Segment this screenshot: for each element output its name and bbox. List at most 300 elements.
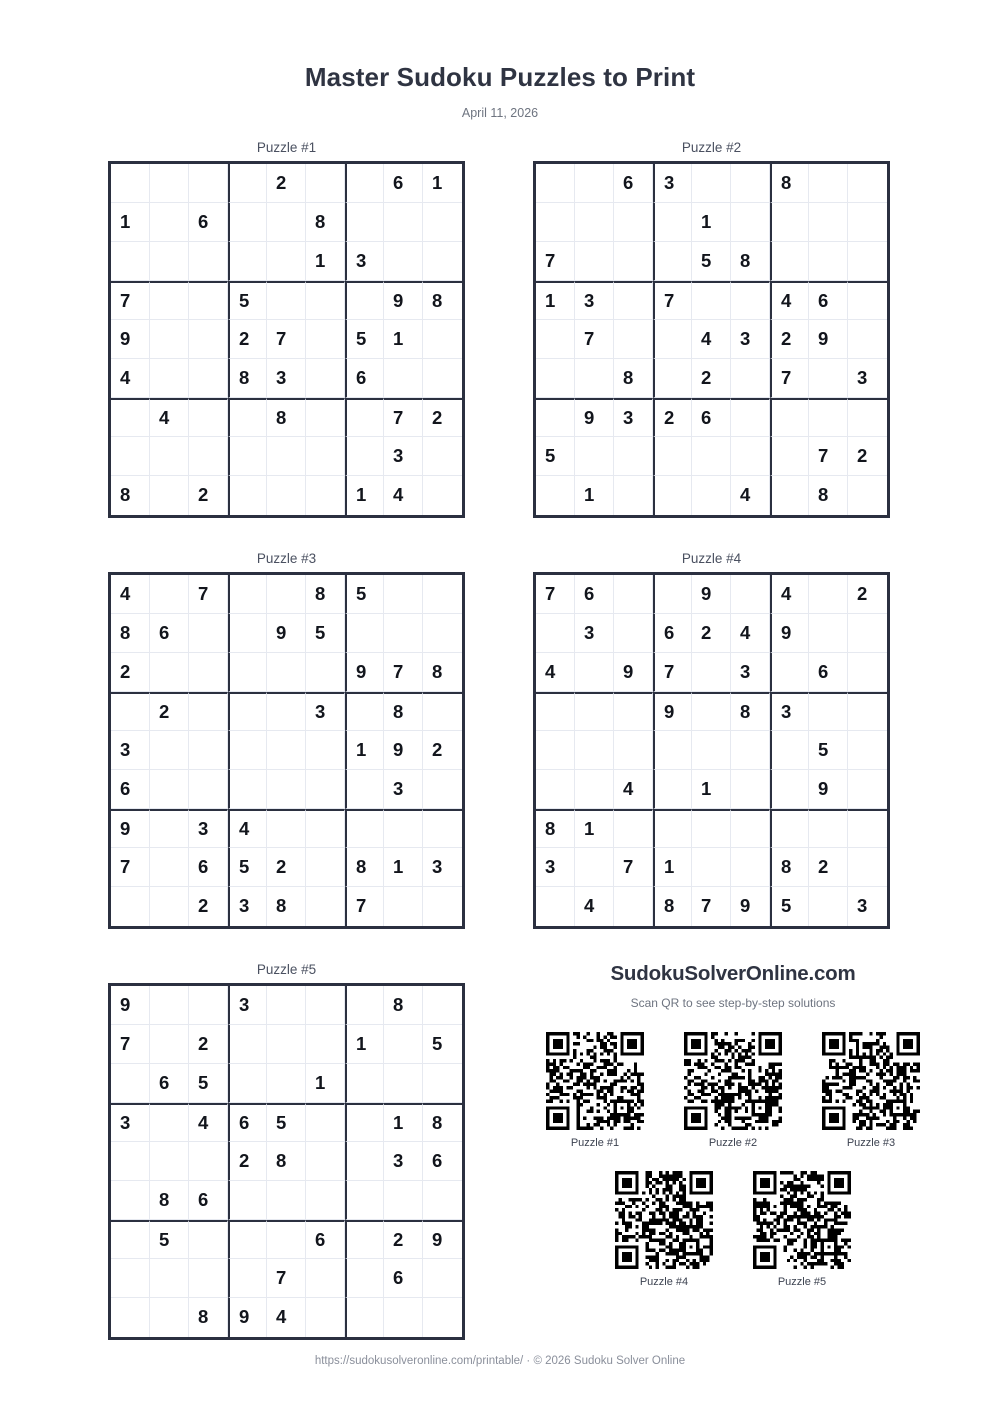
sudoku-cell-given[interactable]: 9 <box>267 614 306 653</box>
sudoku-cell-empty[interactable] <box>614 320 653 359</box>
sudoku-cell-empty[interactable] <box>189 320 228 359</box>
sudoku-cell-empty[interactable] <box>306 1025 345 1064</box>
sudoku-cell-empty[interactable] <box>384 809 423 848</box>
sudoku-cell-given[interactable]: 2 <box>423 398 462 437</box>
sudoku-cell-empty[interactable] <box>423 320 462 359</box>
sudoku-cell-empty[interactable] <box>306 1298 345 1337</box>
sudoku-cell-given[interactable]: 5 <box>267 1103 306 1142</box>
sudoku-cell-given[interactable]: 9 <box>809 320 848 359</box>
sudoku-cell-empty[interactable] <box>384 1025 423 1064</box>
qr-item[interactable] <box>753 1171 851 1288</box>
sudoku-cell-empty[interactable] <box>189 359 228 398</box>
sudoku-cell-empty[interactable] <box>267 242 306 281</box>
sudoku-cell-given[interactable]: 3 <box>189 809 228 848</box>
sudoku-cell-given[interactable]: 2 <box>228 320 267 359</box>
sudoku-cell-empty[interactable] <box>575 731 614 770</box>
sudoku-cell-empty[interactable] <box>653 770 692 809</box>
sudoku-cell-empty[interactable] <box>150 1142 189 1181</box>
sudoku-cell-empty[interactable] <box>692 731 731 770</box>
sudoku-cell-given[interactable]: 1 <box>345 731 384 770</box>
sudoku-cell-empty[interactable] <box>306 1259 345 1298</box>
sudoku-cell-given[interactable]: 3 <box>111 731 150 770</box>
sudoku-cell-empty[interactable] <box>614 476 653 515</box>
sudoku-cell-empty[interactable] <box>306 731 345 770</box>
sudoku-cell-given[interactable]: 6 <box>345 359 384 398</box>
sudoku-cell-given[interactable]: 4 <box>770 281 809 320</box>
sudoku-cell-empty[interactable] <box>111 398 150 437</box>
sudoku-cell-given[interactable]: 4 <box>614 770 653 809</box>
sudoku-cell-empty[interactable] <box>150 281 189 320</box>
sudoku-cell-given[interactable]: 9 <box>770 614 809 653</box>
qr-code-icon[interactable] <box>546 1032 644 1130</box>
sudoku-cell-given[interactable]: 5 <box>692 242 731 281</box>
sudoku-cell-given[interactable]: 4 <box>384 476 423 515</box>
sudoku-cell-empty[interactable] <box>770 770 809 809</box>
sudoku-cell-empty[interactable] <box>150 1103 189 1142</box>
sudoku-cell-given[interactable]: 7 <box>653 653 692 692</box>
sudoku-cell-empty[interactable] <box>306 770 345 809</box>
sudoku-cell-empty[interactable] <box>692 437 731 476</box>
qr-item[interactable] <box>822 1032 920 1149</box>
sudoku-cell-empty[interactable] <box>189 692 228 731</box>
sudoku-cell-given[interactable]: 8 <box>228 359 267 398</box>
sudoku-cell-given[interactable]: 2 <box>653 398 692 437</box>
sudoku-cell-given[interactable]: 3 <box>536 848 575 887</box>
sudoku-cell-empty[interactable] <box>228 242 267 281</box>
sudoku-cell-given[interactable]: 9 <box>111 320 150 359</box>
sudoku-cell-given[interactable]: 4 <box>731 614 770 653</box>
sudoku-cell-given[interactable]: 8 <box>111 476 150 515</box>
sudoku-cell-empty[interactable] <box>111 437 150 476</box>
sudoku-cell-empty[interactable] <box>536 203 575 242</box>
sudoku-cell-empty[interactable] <box>150 575 189 614</box>
sudoku-cell-empty[interactable] <box>731 848 770 887</box>
sudoku-cell-empty[interactable] <box>848 848 887 887</box>
sudoku-cell-empty[interactable] <box>267 731 306 770</box>
sudoku-cell-given[interactable]: 8 <box>731 692 770 731</box>
sudoku-cell-empty[interactable] <box>384 1064 423 1103</box>
sudoku-cell-empty[interactable] <box>228 203 267 242</box>
sudoku-cell-empty[interactable] <box>614 731 653 770</box>
sudoku-cell-given[interactable]: 8 <box>345 848 384 887</box>
sudoku-cell-empty[interactable] <box>653 809 692 848</box>
sudoku-cell-given[interactable]: 3 <box>423 848 462 887</box>
sudoku-cell-empty[interactable] <box>150 437 189 476</box>
sudoku-cell-empty[interactable] <box>267 692 306 731</box>
sudoku-cell-given[interactable]: 3 <box>614 398 653 437</box>
sudoku-cell-empty[interactable] <box>614 887 653 926</box>
sudoku-cell-empty[interactable] <box>228 398 267 437</box>
sudoku-cell-given[interactable]: 6 <box>423 1142 462 1181</box>
sudoku-cell-given[interactable]: 1 <box>692 203 731 242</box>
sudoku-cell-given[interactable]: 7 <box>267 320 306 359</box>
sudoku-cell-empty[interactable] <box>384 242 423 281</box>
sudoku-cell-given[interactable]: 3 <box>111 1103 150 1142</box>
qr-code-icon[interactable] <box>684 1032 782 1130</box>
sudoku-cell-empty[interactable] <box>809 203 848 242</box>
sudoku-cell-empty[interactable] <box>770 203 809 242</box>
sudoku-cell-given[interactable]: 1 <box>575 809 614 848</box>
sudoku-cell-empty[interactable] <box>731 437 770 476</box>
sudoku-cell-given[interactable]: 4 <box>228 809 267 848</box>
sudoku-cell-empty[interactable] <box>848 731 887 770</box>
sudoku-cell-empty[interactable] <box>189 398 228 437</box>
sudoku-cell-empty[interactable] <box>345 809 384 848</box>
sudoku-cell-empty[interactable] <box>848 809 887 848</box>
sudoku-cell-empty[interactable] <box>345 1220 384 1259</box>
sudoku-cell-given[interactable]: 3 <box>575 281 614 320</box>
sudoku-cell-empty[interactable] <box>306 653 345 692</box>
sudoku-cell-given[interactable]: 5 <box>345 320 384 359</box>
sudoku-cell-empty[interactable] <box>653 203 692 242</box>
sudoku-cell-empty[interactable] <box>189 437 228 476</box>
sudoku-cell-given[interactable]: 4 <box>692 320 731 359</box>
sudoku-cell-empty[interactable] <box>384 575 423 614</box>
sudoku-cell-given[interactable]: 6 <box>306 1220 345 1259</box>
sudoku-cell-given[interactable]: 2 <box>848 575 887 614</box>
sudoku-cell-given[interactable]: 8 <box>423 1103 462 1142</box>
sudoku-cell-empty[interactable] <box>731 398 770 437</box>
sudoku-cell-given[interactable]: 7 <box>536 575 575 614</box>
sudoku-cell-empty[interactable] <box>692 476 731 515</box>
sudoku-cell-given[interactable]: 9 <box>575 398 614 437</box>
sudoku-cell-given[interactable]: 4 <box>189 1103 228 1142</box>
sudoku-cell-empty[interactable] <box>267 986 306 1025</box>
sudoku-cell-empty[interactable] <box>653 476 692 515</box>
sudoku-cell-empty[interactable] <box>614 614 653 653</box>
sudoku-cell-empty[interactable] <box>111 1298 150 1337</box>
sudoku-cell-empty[interactable] <box>536 770 575 809</box>
sudoku-cell-empty[interactable] <box>306 281 345 320</box>
sudoku-cell-given[interactable]: 2 <box>809 848 848 887</box>
sudoku-cell-empty[interactable] <box>228 575 267 614</box>
sudoku-cell-given[interactable]: 8 <box>536 809 575 848</box>
sudoku-cell-given[interactable]: 4 <box>111 359 150 398</box>
sudoku-cell-empty[interactable] <box>848 398 887 437</box>
sudoku-cell-given[interactable]: 8 <box>731 242 770 281</box>
sudoku-cell-empty[interactable] <box>228 476 267 515</box>
sudoku-cell-empty[interactable] <box>848 692 887 731</box>
sudoku-cell-empty[interactable] <box>345 203 384 242</box>
sudoku-cell-empty[interactable] <box>111 1142 150 1181</box>
sudoku-cell-given[interactable]: 6 <box>111 770 150 809</box>
sudoku-cell-given[interactable]: 6 <box>189 203 228 242</box>
sudoku-cell-empty[interactable] <box>770 398 809 437</box>
sudoku-cell-given[interactable]: 4 <box>150 398 189 437</box>
sudoku-cell-given[interactable]: 8 <box>384 986 423 1025</box>
sudoku-cell-given[interactable]: 8 <box>306 203 345 242</box>
sudoku-cell-given[interactable]: 6 <box>653 614 692 653</box>
sudoku-cell-empty[interactable] <box>345 986 384 1025</box>
sudoku-cell-given[interactable]: 5 <box>345 575 384 614</box>
sudoku-cell-empty[interactable] <box>306 887 345 926</box>
sudoku-cell-empty[interactable] <box>423 887 462 926</box>
sudoku-cell-empty[interactable] <box>345 437 384 476</box>
sudoku-cell-empty[interactable] <box>189 1259 228 1298</box>
sudoku-cell-given[interactable]: 8 <box>423 653 462 692</box>
sudoku-cell-given[interactable]: 8 <box>111 614 150 653</box>
sudoku-cell-given[interactable]: 7 <box>111 848 150 887</box>
sudoku-cell-empty[interactable] <box>848 614 887 653</box>
sudoku-cell-empty[interactable] <box>809 887 848 926</box>
sudoku-cell-given[interactable]: 9 <box>111 986 150 1025</box>
sudoku-cell-empty[interactable] <box>614 692 653 731</box>
sudoku-cell-empty[interactable] <box>809 809 848 848</box>
sudoku-cell-empty[interactable] <box>306 848 345 887</box>
sudoku-cell-empty[interactable] <box>150 203 189 242</box>
sudoku-cell-given[interactable]: 3 <box>653 164 692 203</box>
sudoku-cell-given[interactable]: 8 <box>267 887 306 926</box>
sudoku-cell-empty[interactable] <box>423 242 462 281</box>
qr-code-icon[interactable] <box>822 1032 920 1130</box>
sudoku-cell-given[interactable]: 1 <box>536 281 575 320</box>
sudoku-cell-empty[interactable] <box>423 1259 462 1298</box>
sudoku-cell-given[interactable]: 2 <box>267 848 306 887</box>
sudoku-cell-given[interactable]: 9 <box>809 770 848 809</box>
sudoku-cell-empty[interactable] <box>731 731 770 770</box>
sudoku-cell-given[interactable]: 6 <box>692 398 731 437</box>
sudoku-cell-given[interactable]: 2 <box>692 614 731 653</box>
sudoku-cell-empty[interactable] <box>731 359 770 398</box>
sudoku-cell-empty[interactable] <box>536 320 575 359</box>
sudoku-cell-given[interactable]: 4 <box>770 575 809 614</box>
sudoku-cell-given[interactable]: 1 <box>692 770 731 809</box>
sudoku-cell-given[interactable]: 6 <box>189 1181 228 1220</box>
sudoku-cell-empty[interactable] <box>111 692 150 731</box>
sudoku-cell-empty[interactable] <box>306 1142 345 1181</box>
sudoku-cell-empty[interactable] <box>111 242 150 281</box>
sudoku-cell-given[interactable]: 3 <box>848 359 887 398</box>
sudoku-cell-given[interactable]: 8 <box>267 398 306 437</box>
sudoku-cell-empty[interactable] <box>423 986 462 1025</box>
qr-code-icon[interactable] <box>615 1171 713 1269</box>
sudoku-cell-given[interactable]: 2 <box>189 1025 228 1064</box>
sudoku-cell-empty[interactable] <box>150 1025 189 1064</box>
sudoku-cell-empty[interactable] <box>228 731 267 770</box>
sudoku-cell-empty[interactable] <box>306 359 345 398</box>
sudoku-cell-given[interactable]: 9 <box>614 653 653 692</box>
sudoku-cell-empty[interactable] <box>536 614 575 653</box>
sudoku-cell-given[interactable]: 2 <box>228 1142 267 1181</box>
sudoku-cell-empty[interactable] <box>111 164 150 203</box>
sudoku-cell-given[interactable]: 3 <box>384 437 423 476</box>
sudoku-cell-empty[interactable] <box>267 809 306 848</box>
sudoku-cell-empty[interactable] <box>692 848 731 887</box>
sudoku-cell-empty[interactable] <box>267 203 306 242</box>
sudoku-cell-given[interactable]: 6 <box>228 1103 267 1142</box>
sudoku-cell-given[interactable]: 1 <box>345 1025 384 1064</box>
sudoku-cell-empty[interactable] <box>653 731 692 770</box>
sudoku-cell-given[interactable]: 9 <box>384 281 423 320</box>
sudoku-cell-empty[interactable] <box>731 770 770 809</box>
sudoku-cell-empty[interactable] <box>189 242 228 281</box>
sudoku-cell-empty[interactable] <box>345 281 384 320</box>
sudoku-cell-empty[interactable] <box>228 437 267 476</box>
sudoku-cell-empty[interactable] <box>345 1181 384 1220</box>
sudoku-cell-empty[interactable] <box>653 242 692 281</box>
sudoku-cell-empty[interactable] <box>848 203 887 242</box>
sudoku-cell-given[interactable]: 6 <box>575 575 614 614</box>
sudoku-cell-given[interactable]: 7 <box>536 242 575 281</box>
sudoku-cell-given[interactable]: 6 <box>809 653 848 692</box>
sudoku-cell-given[interactable]: 9 <box>423 1220 462 1259</box>
sudoku-cell-empty[interactable] <box>228 770 267 809</box>
sudoku-cell-empty[interactable] <box>692 653 731 692</box>
sudoku-cell-given[interactable]: 9 <box>692 575 731 614</box>
sudoku-cell-empty[interactable] <box>150 887 189 926</box>
sudoku-cell-empty[interactable] <box>189 770 228 809</box>
sudoku-cell-empty[interactable] <box>770 731 809 770</box>
sudoku-cell-empty[interactable] <box>848 164 887 203</box>
sudoku-cell-given[interactable]: 8 <box>384 692 423 731</box>
sudoku-cell-given[interactable]: 7 <box>384 398 423 437</box>
sudoku-cell-given[interactable]: 7 <box>614 848 653 887</box>
sudoku-cell-given[interactable]: 3 <box>345 242 384 281</box>
sudoku-cell-empty[interactable] <box>189 614 228 653</box>
sudoku-cell-empty[interactable] <box>111 1181 150 1220</box>
sudoku-cell-empty[interactable] <box>653 320 692 359</box>
sudoku-cell-empty[interactable] <box>614 281 653 320</box>
sudoku-cell-given[interactable]: 2 <box>770 320 809 359</box>
sudoku-cell-given[interactable]: 4 <box>111 575 150 614</box>
sudoku-cell-empty[interactable] <box>575 203 614 242</box>
sudoku-cell-given[interactable]: 1 <box>384 320 423 359</box>
sudoku-cell-given[interactable]: 7 <box>809 437 848 476</box>
sudoku-cell-empty[interactable] <box>150 164 189 203</box>
sudoku-cell-given[interactable]: 6 <box>809 281 848 320</box>
sudoku-cell-given[interactable]: 3 <box>731 320 770 359</box>
sudoku-cell-given[interactable]: 9 <box>653 692 692 731</box>
sudoku-cell-given[interactable]: 5 <box>423 1025 462 1064</box>
sudoku-cell-empty[interactable] <box>848 242 887 281</box>
sudoku-cell-given[interactable]: 7 <box>111 281 150 320</box>
sudoku-cell-empty[interactable] <box>384 614 423 653</box>
sudoku-cell-given[interactable]: 8 <box>306 575 345 614</box>
sudoku-cell-empty[interactable] <box>614 242 653 281</box>
sudoku-cell-given[interactable]: 5 <box>228 848 267 887</box>
sudoku-cell-empty[interactable] <box>150 809 189 848</box>
sudoku-cell-given[interactable]: 4 <box>731 476 770 515</box>
sudoku-cell-empty[interactable] <box>306 809 345 848</box>
sudoku-cell-given[interactable]: 1 <box>306 242 345 281</box>
sudoku-cell-empty[interactable] <box>770 437 809 476</box>
sudoku-cell-empty[interactable] <box>848 476 887 515</box>
sudoku-cell-given[interactable]: 8 <box>614 359 653 398</box>
sudoku-cell-empty[interactable] <box>189 164 228 203</box>
sudoku-cell-empty[interactable] <box>809 359 848 398</box>
sudoku-cell-empty[interactable] <box>267 281 306 320</box>
sudoku-cell-empty[interactable] <box>423 1064 462 1103</box>
sudoku-cell-given[interactable]: 3 <box>228 986 267 1025</box>
sudoku-cell-given[interactable]: 6 <box>189 848 228 887</box>
sudoku-cell-empty[interactable] <box>848 281 887 320</box>
sudoku-cell-empty[interactable] <box>692 692 731 731</box>
sudoku-cell-empty[interactable] <box>267 653 306 692</box>
sudoku-cell-given[interactable]: 4 <box>575 887 614 926</box>
sudoku-cell-given[interactable]: 2 <box>150 692 189 731</box>
sudoku-cell-empty[interactable] <box>345 1142 384 1181</box>
sudoku-cell-given[interactable]: 6 <box>614 164 653 203</box>
sudoku-cell-given[interactable]: 6 <box>384 1259 423 1298</box>
sudoku-cell-given[interactable]: 1 <box>345 476 384 515</box>
sudoku-cell-empty[interactable] <box>150 1298 189 1337</box>
sudoku-cell-empty[interactable] <box>653 575 692 614</box>
sudoku-cell-empty[interactable] <box>228 1064 267 1103</box>
sudoku-cell-empty[interactable] <box>189 281 228 320</box>
sudoku-cell-empty[interactable] <box>189 1220 228 1259</box>
sudoku-cell-empty[interactable] <box>228 1259 267 1298</box>
sudoku-cell-given[interactable]: 7 <box>692 887 731 926</box>
sudoku-cell-given[interactable]: 1 <box>575 476 614 515</box>
sudoku-cell-given[interactable]: 7 <box>384 653 423 692</box>
sudoku-cell-empty[interactable] <box>189 731 228 770</box>
qr-item[interactable] <box>684 1032 782 1149</box>
sudoku-cell-empty[interactable] <box>267 1025 306 1064</box>
sudoku-cell-empty[interactable] <box>536 692 575 731</box>
sudoku-cell-empty[interactable] <box>614 809 653 848</box>
sudoku-cell-empty[interactable] <box>345 398 384 437</box>
sudoku-cell-empty[interactable] <box>575 359 614 398</box>
sudoku-cell-empty[interactable] <box>575 242 614 281</box>
sudoku-cell-given[interactable]: 4 <box>536 653 575 692</box>
sudoku-cell-empty[interactable] <box>848 653 887 692</box>
sudoku-cell-given[interactable]: 3 <box>384 770 423 809</box>
sudoku-cell-empty[interactable] <box>809 398 848 437</box>
sudoku-cell-given[interactable]: 3 <box>857 895 868 917</box>
sudoku-cell-empty[interactable] <box>306 398 345 437</box>
sudoku-cell-empty[interactable] <box>345 614 384 653</box>
sudoku-cell-empty[interactable] <box>731 809 770 848</box>
sudoku-cell-empty[interactable] <box>614 437 653 476</box>
sudoku-cell-given[interactable]: 8 <box>653 887 692 926</box>
sudoku-cell-empty[interactable] <box>423 692 462 731</box>
sudoku-cell-given[interactable]: 2 <box>111 653 150 692</box>
sudoku-cell-empty[interactable] <box>384 1181 423 1220</box>
sudoku-cell-given[interactable]: 5 <box>306 614 345 653</box>
sudoku-cell-empty[interactable] <box>150 653 189 692</box>
sudoku-cell-given[interactable]: 2 <box>189 887 228 926</box>
sudoku-cell-empty[interactable] <box>189 1142 228 1181</box>
sudoku-cell-empty[interactable] <box>731 281 770 320</box>
sudoku-cell-empty[interactable] <box>423 1181 462 1220</box>
sudoku-cell-given[interactable]: 2 <box>384 1220 423 1259</box>
sudoku-cell-empty[interactable] <box>423 359 462 398</box>
sudoku-cell-empty[interactable] <box>189 986 228 1025</box>
sudoku-cell-given[interactable]: 6 <box>150 1064 189 1103</box>
sudoku-cell-empty[interactable] <box>150 986 189 1025</box>
sudoku-cell-given[interactable]: 5 <box>228 281 267 320</box>
sudoku-cell-empty[interactable] <box>267 1181 306 1220</box>
sudoku-cell-empty[interactable] <box>150 848 189 887</box>
sudoku-cell-empty[interactable] <box>345 164 384 203</box>
sudoku-cell-empty[interactable] <box>384 1298 423 1337</box>
sudoku-cell-empty[interactable] <box>228 614 267 653</box>
qr-code-icon[interactable] <box>753 1171 851 1269</box>
sudoku-cell-empty[interactable] <box>770 476 809 515</box>
sudoku-cell-empty[interactable] <box>731 575 770 614</box>
sudoku-cell-empty[interactable] <box>306 437 345 476</box>
sudoku-cell-given[interactable]: 1 <box>111 203 150 242</box>
sudoku-cell-empty[interactable] <box>809 164 848 203</box>
sudoku-cell-empty[interactable] <box>731 203 770 242</box>
sudoku-cell-empty[interactable] <box>809 614 848 653</box>
sudoku-cell-empty[interactable] <box>614 575 653 614</box>
sudoku-cell-empty[interactable] <box>575 770 614 809</box>
sudoku-cell-given[interactable]: 3 <box>228 887 267 926</box>
sudoku-cell-given[interactable]: 5 <box>809 731 848 770</box>
sudoku-cell-given[interactable]: 8 <box>809 476 848 515</box>
sudoku-cell-given[interactable]: 6 <box>384 164 423 203</box>
